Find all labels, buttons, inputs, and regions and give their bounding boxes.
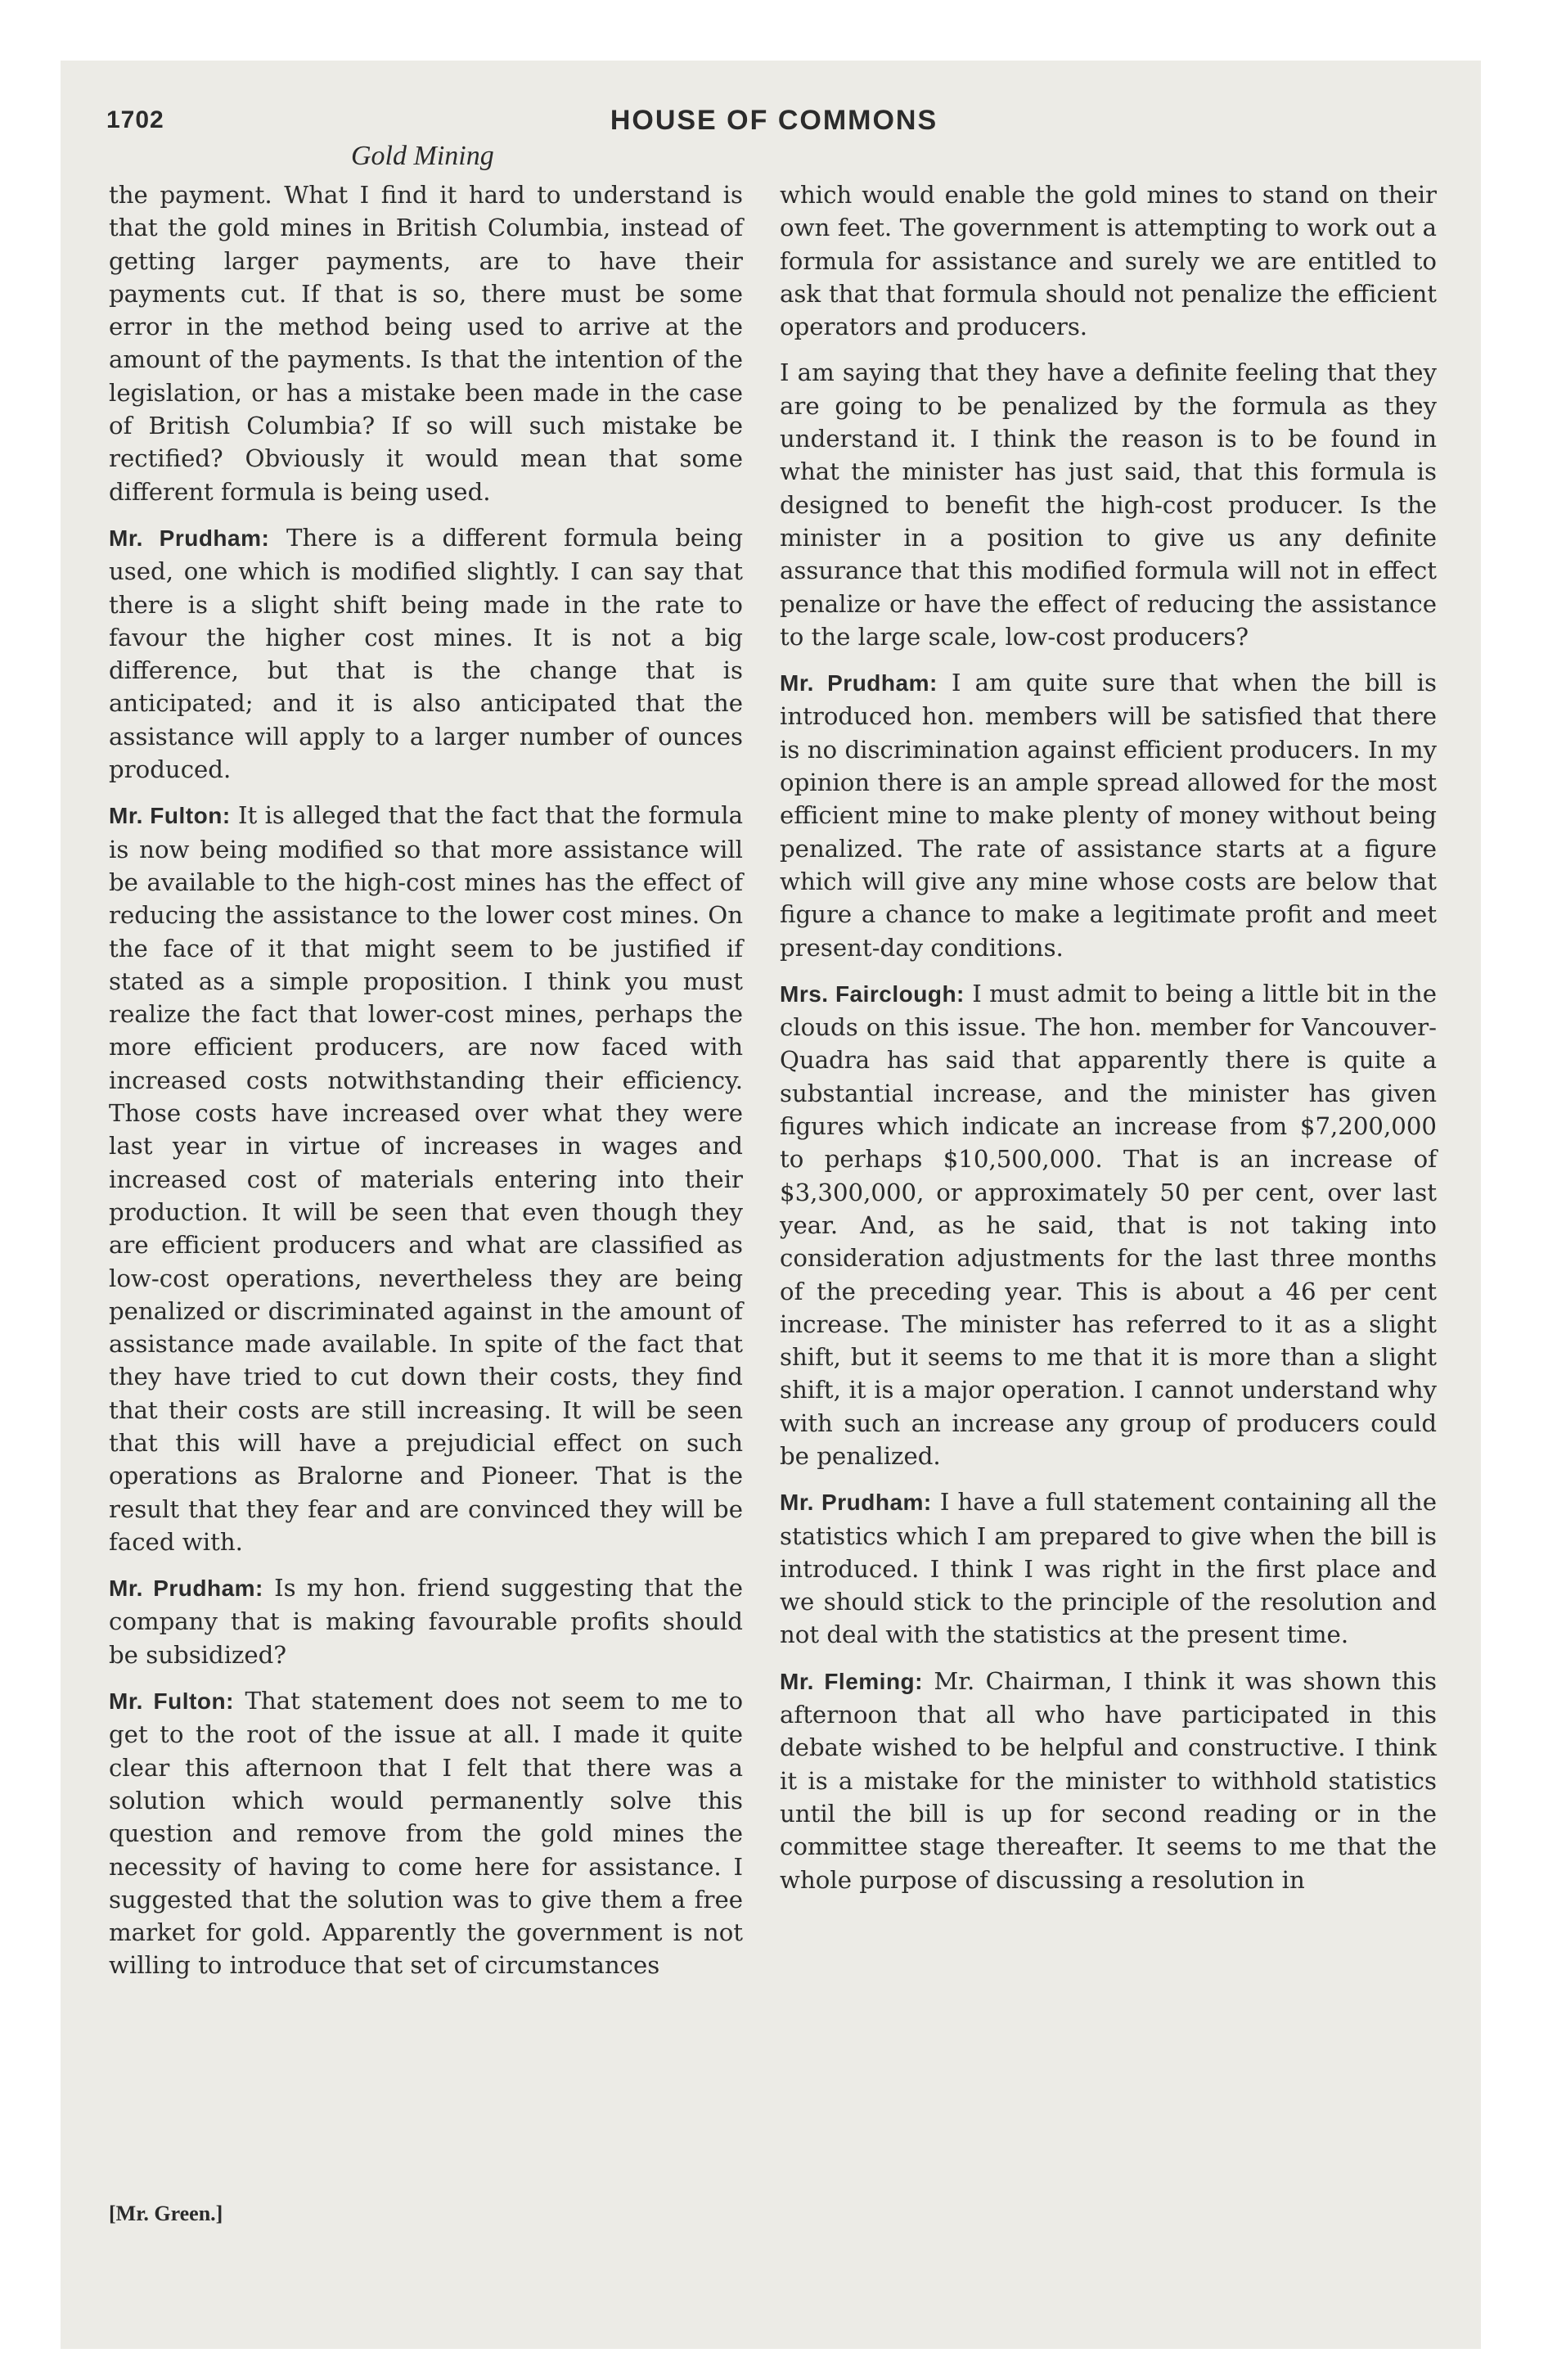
paragraph <box>780 1665 1437 1896</box>
paragraph-text: That statement does not seem to me to get to the root of the issue at all. I made it quite clear this afternoon that I felt that there was a solution which would permanently solve this question and remove from the gold mines the necessity of having to come here for assistance. I suggested that the solution was to give them a free market for gold. Apparently the government is not willing to introduce that set of circumstances <box>109 1687 744 1980</box>
paragraph <box>109 521 743 786</box>
paragraph-text: I am saying that they have a definite feeling that they are going to be penalized by the formula as they understand it. I think the reason is to be found in what the minister has just said, that this formula is designed to benefit the high-cost producer. Is the minister in a position to give us any definite assurance that this modified formula will not in effect penalize or have the effect of reducing the assistance to the large scale, low-cost producers? <box>780 358 1437 651</box>
speaker-name: Mrs. Fairclough: <box>780 980 965 1007</box>
paragraph <box>109 799 743 1558</box>
speaker-name: Mr. Prudham: <box>109 525 270 551</box>
speaker-name: Mr. Fulton: <box>109 803 231 829</box>
paragraph-text: It is alleged that the fact that the formula is now being modified so that more assistance will be available to the high-cost mines has the effect of reducing the assistance to the lower cost mines. On the face of it that might seem to be justified if stated as a simple proposition. I think you must realize the fact that lower-cost mines, perhaps the more efficient producers, are now faced with increased costs notwithstanding their efficiency. Those costs have increased over what they were last year in virtue of increases in wages and increased cost of materials entering into their production. It will be seen that even though they are efficient producers and what are classified as low-cost operations, nevertheless they are being penalized or discriminated against in the amount of assistance made available. In spite of the fact that they have tried to cut down their costs, they find that their costs are still increasing. It will be seen that this will have a prejudicial effect on such operations as Bralorne and Pioneer. That is the result that they fear and are convinced they will be faced with. <box>109 801 743 1556</box>
paragraph-text: I am quite sure that when the bill is introduced hon. members will be satisfied that there is no discrimination against efficient producers. In my opinion there is an ample spread allowed for the most efficient mine to make plenty of money without being penalized. The rate of assistance starts at a figure which will give any mine whose costs are below that figure a chance to make a legitimate profit and meet present-day conditions. <box>780 669 1437 962</box>
paragraph <box>109 178 743 508</box>
paragraph-text: There is a different formula being used, one which is modified slightly. I can say that there is a slight shift being made in the rate to favour the higher cost mines. It is not a big difference, but that is the change that is anticipated; and it is also anticipated that the assistance will apply to a larger number of ounces produced. <box>109 523 743 784</box>
speaker-name: Mr. Prudham: <box>109 1575 263 1602</box>
running-head: HOUSE OF COMMONS <box>610 105 938 136</box>
paragraph <box>780 1485 1437 1651</box>
paragraph-text: which would enable the gold mines to stand on their own feet. The government is attempting to work out a formula for assistance and surely we are entitled to ask that that formula should not penalize the efficient operators and producers. <box>780 181 1437 341</box>
speaker-name: Mr. Prudham: <box>780 670 938 696</box>
speaker-name: Mr. Fleming: <box>780 1668 923 1694</box>
paragraph <box>780 666 1437 964</box>
paragraph <box>780 977 1437 1472</box>
left-column <box>109 178 743 1982</box>
paragraph <box>780 178 1437 343</box>
paragraph-text: Mr. Chairman, I think it was shown this afternoon that all who have participated in this debate wished to be helpful and constructive. I think it is a mistake for the minister to withhold statistics until the bill is up for second reading or in the committee stage thereafter. It seems to me that the whole purpose of discussing a resolution in <box>780 1666 1437 1894</box>
paragraph-text: I must admit to being a little bit in the clouds on this issue. The hon. member for Vancouver-Quadra has said that apparently there is quite a substantial increase, and the minister has given figures which indicate an increase from $7,200,000 to perhaps $10,500,000. That is an increase of $3,300,000, or approximately 50 per cent, over last year. And, as he said, that is not taking into consideration adjustments for the last three months of the preceding year. This is about a 46 per cent increase. The minister has referred to it as a slight shift, but it seems to me that it is more than a slight shift, it is a major operation. I cannot understand why with such an increase any group of producers could be penalized. <box>780 979 1438 1470</box>
subject-heading: Gold Mining <box>351 141 494 171</box>
right-column <box>780 178 1437 1896</box>
paragraph <box>109 1571 743 1671</box>
page-number: 1702 <box>106 106 164 133</box>
speaker-name: Mr. Fulton: <box>109 1688 234 1715</box>
paragraph-text: I have a full statement containing all the statistics which I am prepared to give when the bill is introduced. I think I was right in the first place and we should stick to the principle of the resolution and not deal with the statistics at the present time. <box>780 1488 1437 1649</box>
footer-note: [Mr. Green.] <box>109 2202 223 2225</box>
paragraph <box>780 356 1437 653</box>
paragraph <box>109 1684 743 1982</box>
speaker-name: Mr. Prudham: <box>780 1490 932 1516</box>
paragraph-text: the payment. What I find it hard to understand is that the gold mines in British Columbia, instead of getting larger payments, are to have their payments cut. If that is so, there must be some error in the method being used to arrive at the amount of the payments. Is that the intention of the legislation, or has a mistake been made in the case of British Columbia? If so will such mistake be rectified? Obviously it would mean that some different formula is being used. <box>109 181 743 506</box>
paragraph-text: Is my hon. friend suggesting that the company that is making favourable profits should be subsidized? <box>109 1574 743 1669</box>
